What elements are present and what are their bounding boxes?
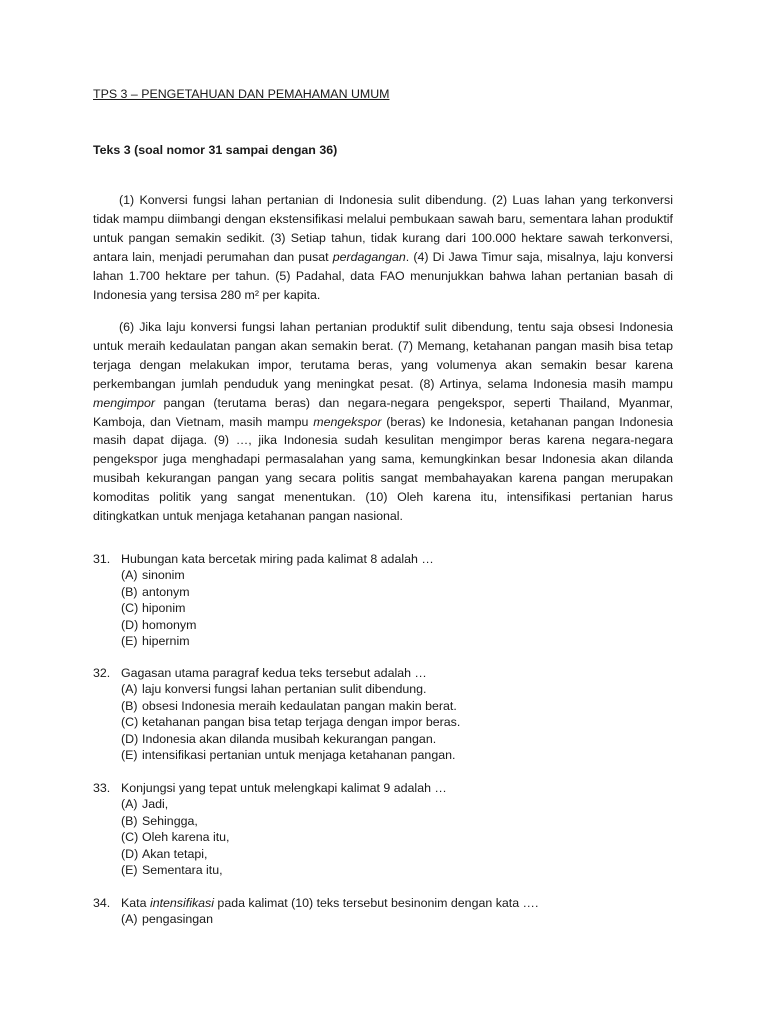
paragraph-2-italic-word-2: mengekspor	[313, 414, 382, 429]
question-34	[93, 895, 683, 928]
option-letter: (B)	[121, 813, 138, 828]
question-number: 32.	[93, 666, 111, 680]
option-text: intensifikasi pertanian untuk menjaga ketahanan pangan.	[142, 748, 456, 763]
option-a[interactable]	[121, 796, 683, 812]
paragraph-2-text-c: (beras) ke Indonesia, ketahanan pangan Indonesia masih dapat dijaga. (9) …, jika Indonesia sudah kesulitan mengimpor beras karena negara-negara pengekspor juga menghadapi permasalahan yang sama, kemungkinkan besar Indonesia akan dilanda musibah kekurangan pangan yang secara politis sangat membahayakan karena pangan merupakan komoditas politik yang sangat menentukan. (10) Oleh karena itu, intensifikasi pertanian harus ditingkatkan untuk menjaga ketahanan pangan nasional.	[93, 414, 673, 524]
option-letter: (E)	[121, 863, 138, 878]
paragraph-2	[93, 318, 673, 526]
question-stem-italic-word: intensifikasi	[149, 896, 214, 910]
option-text: homonym	[142, 617, 197, 632]
option-text: Indonesia akan dilanda musibah kekurangan pangan.	[142, 731, 437, 746]
paragraph-2-text-b: pangan (terutama beras) dan negara-negara pengekspor, seperti Thailand, Myanmar, Kamboja, dan Vietnam, masih mampu	[93, 395, 673, 429]
question-33	[93, 780, 683, 878]
option-letter: (C)	[121, 830, 139, 845]
option-c[interactable]	[121, 829, 683, 845]
option-text: Jadi,	[142, 797, 169, 812]
option-letter: (D)	[121, 617, 139, 632]
option-letter: (E)	[121, 634, 138, 649]
paragraph-1-text-a: (1) Konversi fungsi lahan pertanian di Indonesia sulit dibendung. (2) Luas lahan yang terkonversi tidak mampu diimbangi dengan ekstensifikasi melalui pembukaan sawah baru, sementara lahan produktif untuk pangan semakin sedikit. (3) Setiap tahun, tidak kurang dari 100.000 hektare sawah terkonversi, antara lain, menjadi perumahan dan pusat	[93, 193, 673, 264]
question-number: 34.	[93, 896, 111, 910]
option-letter: (B)	[121, 698, 138, 713]
question-stem-pre: Kata	[121, 896, 150, 910]
text-title: Teks 3 (soal nomor 31 sampai dengan 36)	[93, 143, 338, 157]
option-b[interactable]	[121, 584, 683, 600]
option-letter: (C)	[121, 715, 139, 730]
question-stem: Gagasan utama paragraf kedua teks tersebut adalah …	[121, 666, 427, 680]
option-c[interactable]	[121, 714, 683, 730]
option-letter: (C)	[121, 601, 139, 616]
paragraph-2-italic-word-1: mengimpor	[93, 395, 155, 410]
option-letter: (A)	[121, 682, 138, 697]
option-text: ketahanan pangan bisa tetap terjaga dengan impor beras.	[142, 715, 461, 730]
paragraph-2-text-a: (6) Jika laju konversi fungsi lahan pertanian produktif sulit dibendung, tentu saja obsesi Indonesia untuk meraih kedaulatan pangan akan semakin berat. (7) Memang, ketahanan pangan masih bisa tetap terjaga dengan melakukan impor, terutama beras, yang volumenya akan semakin besar karena perkembangan jumlah penduduk yang meningkat pesat. (8) Artinya, selama Indonesia masih mampu	[93, 320, 673, 391]
option-text: hipernim	[142, 634, 190, 649]
option-letter: (A)	[121, 568, 138, 583]
paragraph-1	[93, 191, 673, 304]
option-a[interactable]	[121, 567, 683, 583]
option-e[interactable]	[121, 747, 683, 763]
option-text: hiponim	[142, 601, 186, 616]
option-b[interactable]	[121, 813, 683, 829]
option-a[interactable]	[121, 681, 683, 697]
question-number: 33.	[93, 781, 111, 795]
option-letter: (A)	[121, 912, 138, 927]
option-d[interactable]	[121, 731, 683, 747]
option-letter: (A)	[121, 797, 138, 812]
question-stem-post: pada kalimat (10) teks tersebut besinonim dengan kata ….	[213, 896, 539, 910]
option-b[interactable]	[121, 698, 683, 714]
option-text: obsesi Indonesia meraih kedaulatan pangan makin berat.	[142, 698, 457, 713]
question-31	[93, 551, 683, 649]
option-letter: (B)	[121, 584, 138, 599]
paragraph-1-italic-word: perdagangan	[332, 249, 406, 264]
question-32	[93, 665, 683, 763]
option-letter: (D)	[121, 846, 139, 861]
option-text: Akan tetapi,	[142, 846, 208, 861]
paragraph-1-text-b: . (4) Di Jawa Timur saja, misalnya, laju konversi lahan 1.700 hektare per tahun. (5) Padahal, data FAO menunjukkan bahwa lahan pertanian basah di Indonesia yang tersisa 280 m² per kapita.	[93, 249, 673, 302]
option-text: antonym	[142, 584, 190, 599]
option-text: Oleh karena itu,	[142, 830, 230, 845]
option-a[interactable]	[121, 911, 683, 927]
option-letter: (D)	[121, 731, 139, 746]
option-e[interactable]	[121, 633, 683, 649]
option-text: pengasingan	[142, 912, 213, 927]
option-d[interactable]	[121, 617, 683, 633]
question-stem: Hubungan kata bercetak miring pada kalimat 8 adalah …	[121, 552, 434, 566]
option-letter: (E)	[121, 748, 138, 763]
option-c[interactable]	[121, 600, 683, 616]
option-d[interactable]	[121, 846, 683, 862]
option-text: sinonim	[142, 568, 185, 583]
section-header: TPS 3 – PENGETAHUAN DAN PEMAHAMAN UMUM	[93, 87, 390, 101]
option-text: Sehingga,	[142, 813, 198, 828]
question-stem: Konjungsi yang tepat untuk melengkapi kalimat 9 adalah …	[121, 781, 447, 795]
option-e[interactable]	[121, 862, 683, 878]
option-text: laju konversi fungsi lahan pertanian sulit dibendung.	[142, 682, 427, 697]
question-number: 31.	[93, 552, 111, 566]
option-text: Sementara itu,	[142, 863, 223, 878]
question-stem	[121, 895, 683, 911]
